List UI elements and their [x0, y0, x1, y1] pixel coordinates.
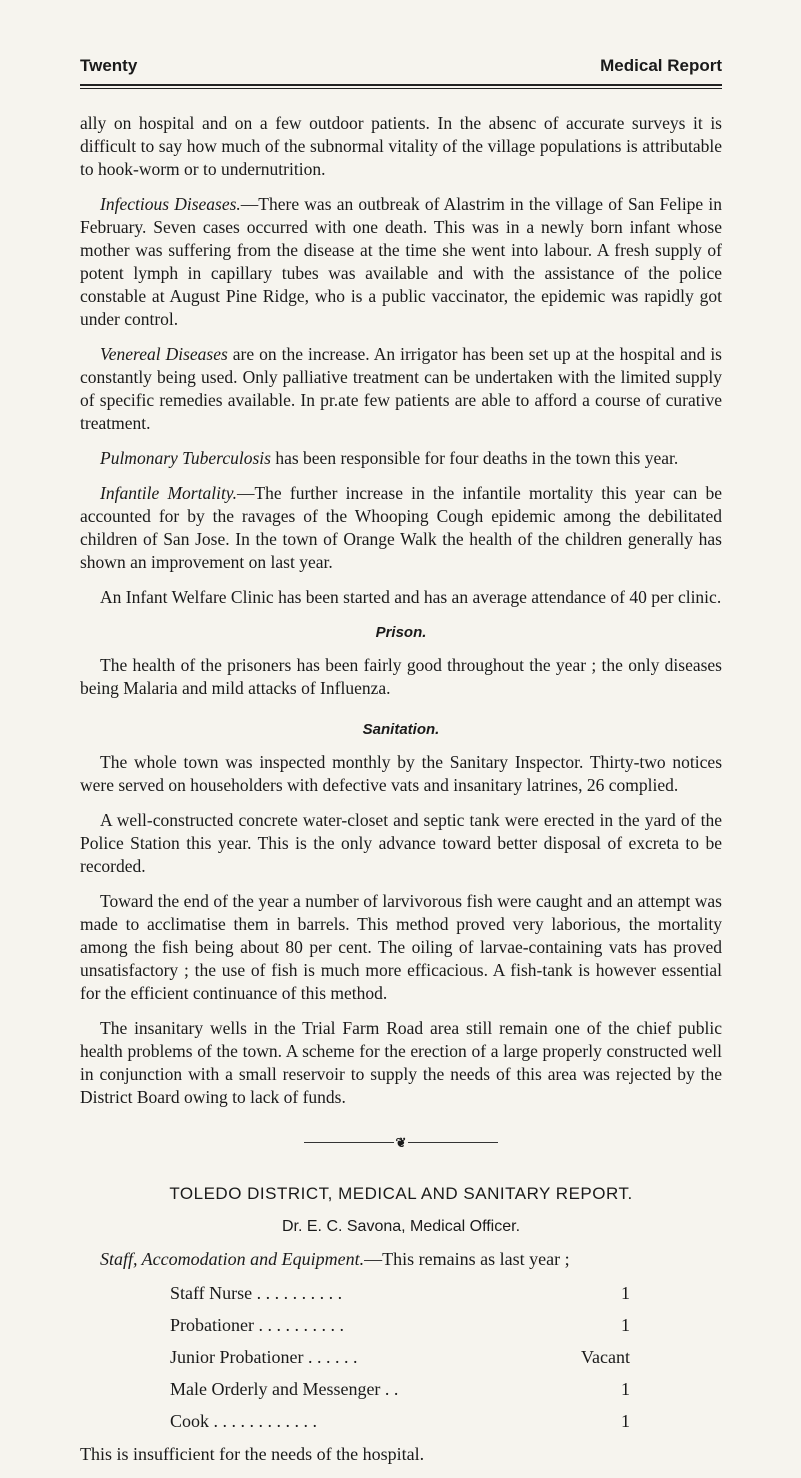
infectious-diseases-title: Infectious Diseases.	[100, 194, 241, 214]
paragraph-infectious-diseases	[80, 193, 722, 331]
sanitation-heading: Sanitation.	[362, 721, 440, 738]
paragraph-tuberculosis	[80, 447, 722, 470]
paragraph-sanitation-larvivorous-fish: Toward the end of the year a number of larvivorous fish were caught and an attempt was made to acclimatise them in barrels. This method proved very laborious, the mortality among the fish being about 80 per cent. The oiling of larvae-containing vats has proved unsatisfactory ; the use of fish is much more efficacious. A fish-tank is however essential for the efficient continuance of this method.	[80, 891, 722, 1003]
tuberculosis-title: Pulmonary Tuberculosis	[100, 448, 271, 468]
staff-row	[170, 1405, 630, 1437]
staff-intro-rest: —This remains as last year ;	[364, 1249, 570, 1269]
venereal-diseases-title: Venereal Diseases	[100, 344, 228, 364]
staff-count: 1	[621, 1283, 630, 1303]
staff-role: Male Orderly and Messenger . .	[170, 1379, 399, 1399]
staff-intro-title: Staff, Accomodation and Equipment.	[100, 1249, 365, 1269]
paragraph-sanitation-inspection: The whole town was inspected monthly by the Sanitary Inspector. Thirty-two notices were served on householders with defective vats and insanitary latrines, 26 complied.	[80, 752, 722, 795]
staff-role: Cook . . . . . . . . . . . .	[170, 1411, 318, 1431]
toledo-medical-officer: Dr. E. C. Savona, Medical Officer.	[281, 1218, 521, 1235]
paragraph-sanitation-wells: The insanitary wells in the Trial Farm Road area still remain one of the chief public health problems of the town. A scheme for the erection of a large properly constructed well in conjunction with a small reservoir to supply the needs of this area was rejected by the District Board owing to lack of funds.	[80, 1018, 722, 1107]
infectious-diseases-body: —There was an outbreak of Alastrim in the village of San Felipe in February. Seven cases occurred with one death. This was in a newly born infant whose mother was suffering from the disease at the time she went into labour. A fresh supply of potent lymph in capillary tubes was available and with the assistance of the police constable at August Pine Ridge, who is a public vaccinator, the epidemic was rapidly got under control.	[80, 194, 722, 329]
separator-line-left	[304, 1142, 394, 1143]
header-right-title: Medical Report	[600, 56, 722, 75]
staff-table	[170, 1277, 630, 1437]
infantile-mortality-title: Infantile Mortality.	[100, 483, 237, 503]
staff-count: Vacant	[581, 1347, 630, 1367]
paragraph-venereal-diseases	[80, 343, 722, 435]
paragraph-infant-welfare-clinic: An Infant Welfare Clinic has been started and has an average attendance of 40 per clinic.	[100, 587, 722, 607]
paragraph-sanitation-water-closet: A well-constructed concrete water-closet and septic tank were erected in the yard of the Police Station this year. This is the only advance toward better disposal of excreta to be recorded.	[80, 810, 722, 876]
header-rule-thick	[80, 84, 722, 86]
staff-role: Staff Nurse . . . . . . . . . .	[170, 1283, 343, 1303]
separator-line-right	[408, 1142, 498, 1143]
staff-row	[170, 1341, 630, 1373]
paragraph-prison: The health of the prisoners has been fairly good throughout the year ; the only diseases being Malaria and mild attacks of Influenza.	[80, 655, 722, 698]
tuberculosis-body: has been responsible for four deaths in the town this year.	[270, 448, 679, 468]
infantile-mortality-body: —The further increase in the infantile mortality this year can be accounted for by the ravages of the Whooping Cough epidemic among the debilitated children of San Jose. In the town of Orange Walk the health of the children generally has shown an improvement on last year.	[80, 483, 722, 572]
prison-heading: Prison.	[375, 624, 427, 641]
closing-statement: This is insufficient for the needs of the hospital.	[80, 1444, 425, 1464]
page-body	[80, 112, 722, 1478]
staff-intro	[80, 1248, 722, 1271]
staff-role: Junior Probationer . . . . . .	[170, 1347, 358, 1367]
venereal-diseases-body: are on the increase. An irrigator has been set up at the hospital and is constantly being used. Only palliative treatment can be undertaken with the limited supply of specific remedies available. In pr.ate few patients are able to afford a course of curative treatment.	[80, 344, 722, 433]
header-rule-thin	[80, 88, 722, 89]
toledo-report-title: TOLEDO DISTRICT, MEDICAL AND SANITARY REPORT.	[169, 1184, 633, 1203]
header-left-title: Twenty	[80, 56, 138, 75]
staff-count: 1	[621, 1379, 630, 1399]
separator-ornament-icon: ❦	[395, 1135, 407, 1150]
staff-row	[170, 1277, 630, 1309]
staff-row	[170, 1373, 630, 1405]
staff-row	[170, 1309, 630, 1341]
page-header	[80, 56, 722, 76]
paragraph-hookworm: ally on hospital and on a few outdoor patients. In the absenc of accurate surveys it is difficult to say how much of the subnormal vitality of the village populations is attributable to hook-worm or to undernutrition.	[80, 113, 722, 179]
staff-role: Probationer . . . . . . . . . .	[170, 1315, 344, 1335]
staff-count: 1	[621, 1315, 630, 1335]
staff-count: 1	[621, 1411, 630, 1431]
paragraph-infantile-mortality	[80, 482, 722, 574]
section-separator	[80, 1131, 722, 1154]
